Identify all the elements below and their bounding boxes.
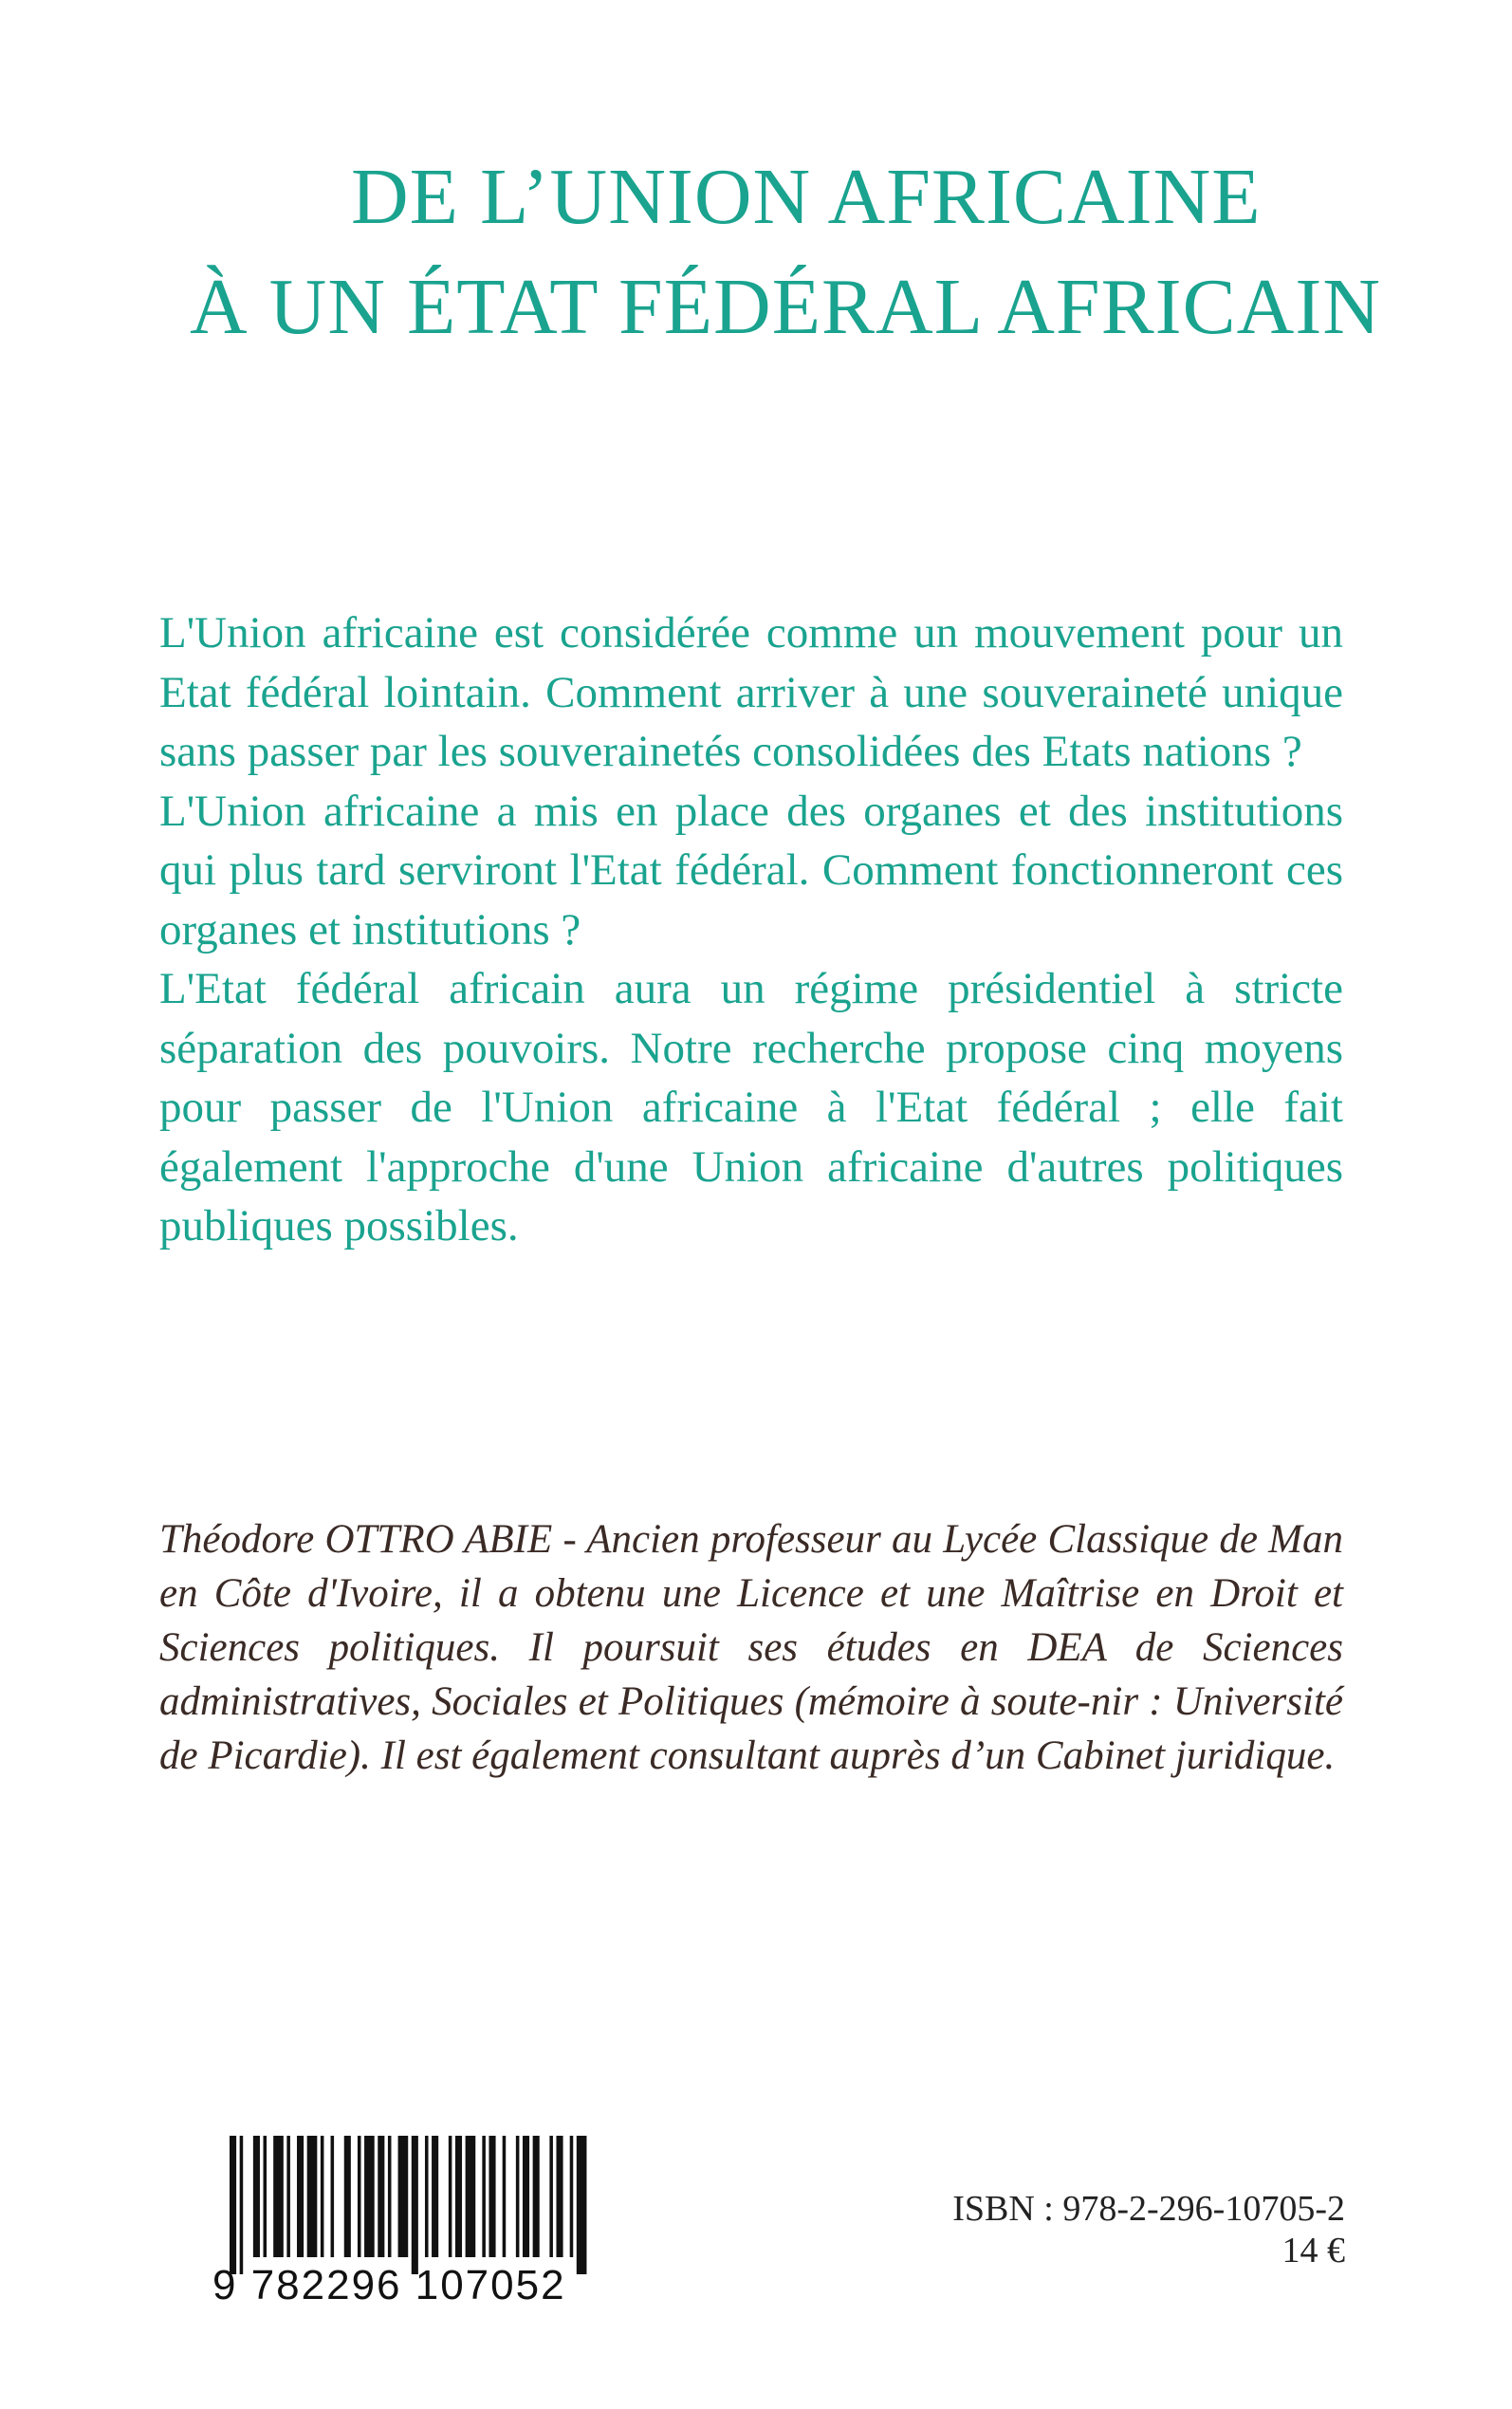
barcode-bar	[230, 2136, 236, 2274]
barcode-bar	[331, 2136, 335, 2257]
barcode-bar	[398, 2136, 409, 2257]
barcode-bar	[455, 2136, 462, 2257]
title-line-2: À UN ÉTAT FÉDÉRAL AFRICAIN	[190, 263, 1381, 351]
isbn: ISBN : 978-2-296-10705-2	[952, 2189, 1345, 2229]
author-bio: Théodore OTTRO ABIE - Ancien professeur au Lycée Classique de Man en Côte d'Ivoire, il a obtenu une Licence et une Maîtrise en Droit et Sciences politiques. Il poursuit ses études en DEA de Sciences administratives, Sociales et Politiques (mémoire à soute-nir : Université de Picardie). Il est également consultant auprès d’un Cabinet juridique.	[159, 1517, 1343, 1778]
barcode-bar	[273, 2136, 284, 2257]
barcode-bar	[388, 2136, 392, 2257]
barcode-bar	[307, 2136, 318, 2257]
barcode-bar	[523, 2136, 529, 2257]
barcode-bar	[378, 2136, 384, 2257]
back-cover-blurb	[159, 603, 1343, 1256]
barcode-bar	[556, 2136, 562, 2257]
blurb-paragraph-3: L'Etat fédéral africain aura un régime présidentiel à stricte séparation des pouvoirs. Notre recherche propose cinq moyens pour passer de l'Union africaine à l'Etat fédéral ; elle fait également l'approche d'une Union africaine d'autres politiques publiques possibles.	[159, 964, 1343, 1251]
barcode-bar	[516, 2136, 520, 2257]
barcode-bar	[297, 2136, 304, 2257]
barcode-bar	[264, 2136, 267, 2257]
blurb-paragraph-2: L'Union africaine a mis en place des organes et des institutions qui plus tard serviront l'Etat fédéral. Comment fonctionneront ces organes et institutions ?	[159, 786, 1343, 954]
book-title	[114, 142, 1480, 362]
barcode-bar	[358, 2136, 361, 2257]
blurb-paragraph-1: L'Union africaine est considérée comme un mouvement pour un Etat fédéral lointain. Comment arriver à une souveraineté unique sans passer par les souverainetés consolidées des Etats nations ?	[159, 608, 1343, 776]
barcode-bar	[321, 2136, 324, 2257]
price: 14 €	[1282, 2231, 1345, 2270]
barcode-bar	[466, 2136, 476, 2257]
barcode-bar	[364, 2136, 375, 2257]
barcode-bar	[344, 2136, 351, 2257]
barcode-bar	[432, 2136, 438, 2257]
barcode-digits: 9 782296 107052	[212, 2262, 566, 2308]
barcode-bar	[253, 2136, 260, 2257]
barcode-bar	[549, 2136, 553, 2257]
barcode-bar	[482, 2136, 486, 2257]
barcode-bar	[240, 2136, 244, 2274]
barcode-bar	[449, 2136, 452, 2257]
barcode-bar	[577, 2136, 587, 2274]
barcode-bar	[489, 2136, 495, 2257]
barcode-bar	[286, 2136, 290, 2257]
barcode	[211, 2136, 590, 2274]
barcode-bar	[533, 2136, 540, 2257]
barcode-bar	[412, 2136, 418, 2274]
title-line-1: DE L’UNION AFRICAINE	[351, 153, 1262, 241]
barcode-bar	[503, 2136, 507, 2257]
barcode-bar	[425, 2136, 429, 2257]
barcode-bar	[570, 2136, 574, 2257]
